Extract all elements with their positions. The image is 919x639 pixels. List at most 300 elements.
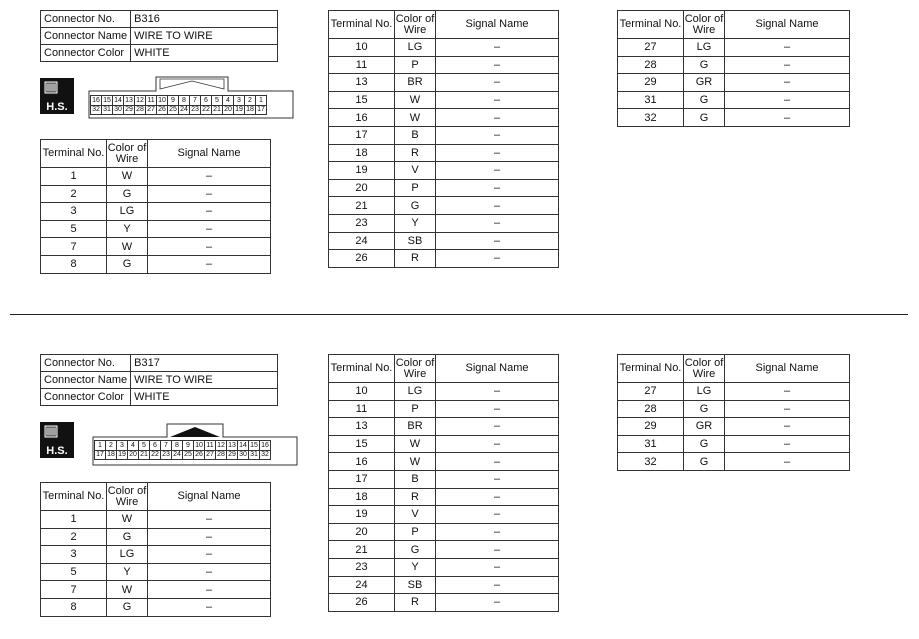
- terminal-table-2-b316: [328, 10, 559, 268]
- pin-cell: 19: [118, 451, 126, 459]
- pin-cell: 12: [217, 441, 225, 449]
- signal-name: –: [436, 197, 559, 215]
- wire-color: W: [395, 109, 436, 127]
- terminal-row: [329, 56, 559, 74]
- connector-no-label: Connector No.: [41, 11, 131, 28]
- wire-color: Y: [107, 563, 148, 581]
- connector-no-label: Connector No.: [41, 355, 131, 372]
- signal-name: –: [436, 126, 559, 144]
- pin-cell: 1: [256, 96, 267, 106]
- terminal-row: [41, 255, 271, 273]
- signal-name: –: [148, 238, 271, 256]
- terminal-table-2-b317: [328, 354, 559, 612]
- terminal-number: 7: [41, 581, 107, 599]
- pin-cell: 27: [147, 106, 155, 114]
- signal-name: –: [436, 435, 559, 453]
- signal-name: –: [148, 598, 271, 616]
- wire-color: Y: [395, 214, 436, 232]
- connector-name-value: WIRE TO WIRE: [131, 28, 278, 45]
- wire-color: BR: [395, 418, 436, 436]
- connector-color-row: [41, 389, 278, 406]
- pin-cell: 13: [228, 441, 236, 449]
- pin-cell: 15: [103, 96, 111, 104]
- pin-cell: 6: [201, 96, 212, 106]
- pin-cell: 11: [206, 441, 214, 449]
- wire-color: R: [395, 488, 436, 506]
- pin-cell: 32: [92, 106, 100, 114]
- signal-name: –: [725, 400, 850, 418]
- wire-color: W: [395, 453, 436, 471]
- terminal-row: [618, 453, 850, 471]
- wire-color: G: [684, 91, 725, 109]
- pin-cell: 29: [228, 451, 236, 459]
- terminal-number: 19: [329, 506, 395, 524]
- color-header: Color of Wire: [107, 483, 148, 511]
- terminal-row: [329, 506, 559, 524]
- signal-name: –: [436, 232, 559, 250]
- terminal-row: [329, 594, 559, 612]
- wire-color: W: [395, 91, 436, 109]
- wire-color: B: [395, 470, 436, 488]
- signal-header: Signal Name: [148, 483, 271, 511]
- pin-cell: 8: [172, 441, 183, 451]
- terminal-row: [329, 109, 559, 127]
- terminal-number: 8: [41, 598, 107, 616]
- pin-cell: 8: [179, 96, 190, 106]
- connector-color-row: [41, 45, 278, 62]
- pin-cell: 21: [140, 451, 148, 459]
- pin-cell: 7: [161, 441, 172, 451]
- signal-name: –: [725, 435, 850, 453]
- terminal-row: [618, 109, 850, 127]
- connector-name-label: Connector Name: [41, 372, 131, 389]
- terminal-table-1-b317: [40, 482, 271, 617]
- terminal-row: [329, 523, 559, 541]
- wire-color: LG: [684, 383, 725, 401]
- terminal-row: [618, 418, 850, 436]
- pin-cell: 31: [103, 106, 111, 114]
- pin-cell: 9: [168, 96, 179, 106]
- wire-color: V: [395, 506, 436, 524]
- terminal-row: [618, 383, 850, 401]
- pin-cell: 24: [180, 106, 188, 114]
- connector-name-label: Connector Name: [41, 28, 131, 45]
- signal-name: –: [148, 511, 271, 529]
- wire-color: W: [395, 435, 436, 453]
- signal-header: Signal Name: [725, 355, 850, 383]
- signal-name: –: [725, 418, 850, 436]
- wire-color: G: [107, 598, 148, 616]
- terminal-row: [329, 400, 559, 418]
- signal-header: Signal Name: [436, 11, 559, 39]
- signal-name: –: [436, 506, 559, 524]
- wire-color: R: [395, 144, 436, 162]
- terminal-number: 23: [329, 214, 395, 232]
- wire-color: B: [395, 126, 436, 144]
- pin-cell: 25: [184, 451, 192, 459]
- wire-color: G: [684, 56, 725, 74]
- pin-cell: 2: [106, 441, 117, 451]
- terminal-row: [618, 39, 850, 57]
- terminal-row: [329, 453, 559, 471]
- color-header: Color of Wire: [684, 11, 725, 39]
- terminal-number: 24: [329, 576, 395, 594]
- wire-color: G: [107, 528, 148, 546]
- signal-header: Signal Name: [148, 140, 271, 168]
- wire-color: Y: [107, 220, 148, 238]
- signal-name: –: [436, 453, 559, 471]
- wire-color: G: [107, 255, 148, 273]
- pin-cell: 3: [117, 441, 128, 451]
- terminal-row: [41, 168, 271, 186]
- wire-color: LG: [395, 383, 436, 401]
- harness-side-icon: [40, 78, 74, 114]
- section-divider: [10, 314, 908, 315]
- terminal-header: Terminal No.: [329, 11, 395, 39]
- pin-cell: 21: [213, 106, 221, 114]
- pin-cell: 26: [195, 451, 203, 459]
- terminal-row: [41, 203, 271, 221]
- wire-color: R: [395, 250, 436, 268]
- signal-name: –: [436, 558, 559, 576]
- terminal-row: [618, 91, 850, 109]
- terminal-number: 13: [329, 74, 395, 92]
- connector-name-row: [41, 28, 278, 45]
- pin-cell: 26: [158, 106, 166, 114]
- pin-cell: 22: [202, 106, 210, 114]
- wire-color: P: [395, 400, 436, 418]
- pin-cell: 18: [107, 451, 115, 459]
- pin-cell: 22: [151, 451, 159, 459]
- connector-info-table-b316: [40, 10, 278, 62]
- signal-name: –: [148, 546, 271, 564]
- signal-name: –: [436, 56, 559, 74]
- terminal-number: 28: [618, 400, 684, 418]
- terminal-number: 28: [618, 56, 684, 74]
- pin-cell: 23: [162, 451, 170, 459]
- terminal-header: Terminal No.: [329, 355, 395, 383]
- terminal-number: 24: [329, 232, 395, 250]
- terminal-rows: [41, 168, 271, 274]
- signal-name: –: [436, 91, 559, 109]
- terminal-rows: [329, 39, 559, 268]
- pin-cell: 23: [191, 106, 199, 114]
- signal-name: –: [436, 179, 559, 197]
- terminal-number: 31: [618, 91, 684, 109]
- terminal-number: 17: [329, 470, 395, 488]
- terminal-row: [329, 197, 559, 215]
- pin-cell: 16: [261, 441, 269, 449]
- color-header: Color of Wire: [395, 11, 436, 39]
- pin-cell: 13: [125, 96, 133, 104]
- terminal-number: 18: [329, 144, 395, 162]
- terminal-table-1-b316: [40, 139, 271, 274]
- wire-color: W: [107, 168, 148, 186]
- signal-name: –: [725, 383, 850, 401]
- pin-cell: 6: [150, 441, 161, 451]
- wire-color: G: [684, 435, 725, 453]
- terminal-row: [618, 56, 850, 74]
- terminal-row: [329, 383, 559, 401]
- terminal-row: [41, 238, 271, 256]
- signal-name: –: [148, 220, 271, 238]
- signal-name: –: [148, 185, 271, 203]
- terminal-number: 7: [41, 238, 107, 256]
- terminal-row: [41, 581, 271, 599]
- terminal-row: [41, 511, 271, 529]
- terminal-row: [329, 91, 559, 109]
- hs-label: H.S.: [46, 445, 68, 457]
- terminal-table-3-b316: [617, 10, 850, 127]
- signal-name: –: [436, 541, 559, 559]
- connector-color-value: WHITE: [131, 45, 278, 62]
- wire-color: Y: [395, 558, 436, 576]
- wire-color: P: [395, 523, 436, 541]
- wire-color: G: [684, 400, 725, 418]
- connector-name-value: WIRE TO WIRE: [131, 372, 278, 389]
- terminal-row: [329, 214, 559, 232]
- connector-color-value: WHITE: [131, 389, 278, 406]
- pin-cell: 30: [239, 451, 247, 459]
- signal-name: –: [436, 383, 559, 401]
- terminal-number: 15: [329, 91, 395, 109]
- terminal-number: 20: [329, 179, 395, 197]
- signal-header: Signal Name: [436, 355, 559, 383]
- signal-name: –: [436, 488, 559, 506]
- signal-name: –: [725, 56, 850, 74]
- terminal-number: 16: [329, 453, 395, 471]
- terminal-rows: [41, 511, 271, 617]
- signal-name: –: [725, 91, 850, 109]
- connector-info-table-b317: [40, 354, 278, 406]
- connector-no-value: B316: [131, 11, 278, 28]
- signal-name: –: [436, 144, 559, 162]
- signal-name: –: [725, 74, 850, 92]
- wire-color: BR: [395, 74, 436, 92]
- pin-cell: 10: [158, 96, 166, 104]
- pin-cell: 32: [261, 451, 269, 459]
- terminal-table-3-b317: [617, 354, 850, 471]
- pin-cell: 10: [195, 441, 203, 449]
- terminal-number: 18: [329, 488, 395, 506]
- wire-color: LG: [395, 39, 436, 57]
- terminal-row: [41, 185, 271, 203]
- connector-color-label: Connector Color: [41, 45, 131, 62]
- terminal-number: 11: [329, 56, 395, 74]
- pin-cell: 18: [246, 106, 254, 114]
- terminal-number: 13: [329, 418, 395, 436]
- terminal-number: 27: [618, 39, 684, 57]
- pin-cell: 28: [136, 106, 144, 114]
- signal-name: –: [436, 576, 559, 594]
- wire-color: LG: [684, 39, 725, 57]
- pin-cell: 4: [128, 441, 139, 451]
- wire-color: GR: [684, 418, 725, 436]
- wire-color: SB: [395, 232, 436, 250]
- pin-cell: 5: [139, 441, 150, 451]
- wire-color: LG: [107, 546, 148, 564]
- terminal-number: 1: [41, 168, 107, 186]
- terminal-row: [329, 74, 559, 92]
- pin-cell: 24: [173, 451, 181, 459]
- pin-cell: 30: [114, 106, 122, 114]
- signal-name: –: [436, 523, 559, 541]
- signal-name: –: [148, 255, 271, 273]
- pin-cell: 2: [245, 96, 256, 106]
- terminal-rows: [329, 383, 559, 612]
- pin-cell: 17: [96, 451, 104, 459]
- connector-name-row: [41, 372, 278, 389]
- signal-name: –: [725, 39, 850, 57]
- terminal-number: 2: [41, 185, 107, 203]
- wire-color: V: [395, 162, 436, 180]
- terminal-row: [329, 418, 559, 436]
- pin-cell: 29: [125, 106, 133, 114]
- wire-color: G: [107, 185, 148, 203]
- pin-cell: 17: [257, 106, 265, 114]
- terminal-number: 3: [41, 203, 107, 221]
- terminal-row: [618, 74, 850, 92]
- signal-name: –: [436, 250, 559, 268]
- wire-color: P: [395, 179, 436, 197]
- terminal-number: 15: [329, 435, 395, 453]
- connector-color-label: Connector Color: [41, 389, 131, 406]
- pin-cell: 5: [212, 96, 223, 106]
- signal-name: –: [148, 581, 271, 599]
- terminal-number: 26: [329, 250, 395, 268]
- pin-cell: 20: [129, 451, 137, 459]
- terminal-number: 31: [618, 435, 684, 453]
- terminal-row: [41, 546, 271, 564]
- terminal-number: 29: [618, 418, 684, 436]
- terminal-number: 3: [41, 546, 107, 564]
- wire-color: GR: [684, 74, 725, 92]
- terminal-number: 16: [329, 109, 395, 127]
- terminal-row: [329, 558, 559, 576]
- terminal-rows: [618, 39, 850, 127]
- terminal-row: [618, 435, 850, 453]
- signal-name: –: [436, 594, 559, 612]
- connector-no-value: B317: [131, 355, 278, 372]
- terminal-number: 32: [618, 453, 684, 471]
- terminal-number: 11: [329, 400, 395, 418]
- terminal-header: Terminal No.: [41, 483, 107, 511]
- terminal-row: [329, 232, 559, 250]
- terminal-row: [329, 144, 559, 162]
- wire-color: R: [395, 594, 436, 612]
- pin-grid-b317: [94, 440, 271, 460]
- wire-color: LG: [107, 203, 148, 221]
- terminal-number: 21: [329, 541, 395, 559]
- pin-cell: 15: [250, 441, 258, 449]
- signal-name: –: [148, 168, 271, 186]
- signal-name: –: [436, 418, 559, 436]
- pin-cell: 1: [95, 441, 106, 451]
- wire-color: G: [684, 453, 725, 471]
- signal-name: –: [436, 470, 559, 488]
- terminal-number: 20: [329, 523, 395, 541]
- pin-cell: 12: [136, 96, 144, 104]
- signal-name: –: [436, 162, 559, 180]
- harness-side-icon: [40, 422, 74, 458]
- terminal-row: [41, 220, 271, 238]
- pin-cell: 19: [235, 106, 243, 114]
- signal-name: –: [725, 453, 850, 471]
- signal-name: –: [148, 528, 271, 546]
- pin-grid-b316: [90, 95, 267, 115]
- pin-cell: 11: [147, 96, 155, 104]
- terminal-number: 29: [618, 74, 684, 92]
- terminal-number: 32: [618, 109, 684, 127]
- terminal-number: 19: [329, 162, 395, 180]
- hs-label: H.S.: [46, 101, 68, 113]
- pin-cell: 3: [234, 96, 245, 106]
- pin-cell: 20: [224, 106, 232, 114]
- terminal-row: [329, 250, 559, 268]
- wire-color: G: [684, 109, 725, 127]
- wire-color: G: [395, 541, 436, 559]
- signal-name: –: [436, 214, 559, 232]
- terminal-number: 23: [329, 558, 395, 576]
- terminal-row: [41, 563, 271, 581]
- terminal-number: 26: [329, 594, 395, 612]
- terminal-row: [329, 576, 559, 594]
- signal-name: –: [436, 39, 559, 57]
- connector-no-row: [41, 11, 278, 28]
- color-header: Color of Wire: [107, 140, 148, 168]
- terminal-rows: [618, 383, 850, 471]
- pin-row-upper: [91, 96, 267, 106]
- terminal-number: 27: [618, 383, 684, 401]
- terminal-number: 10: [329, 39, 395, 57]
- pin-cell: 9: [183, 441, 194, 451]
- pin-cell: 7: [190, 96, 201, 106]
- pin-cell: 4: [223, 96, 234, 106]
- terminal-header: Terminal No.: [618, 11, 684, 39]
- wire-color: W: [107, 238, 148, 256]
- terminal-header: Terminal No.: [41, 140, 107, 168]
- terminal-number: 1: [41, 511, 107, 529]
- pin-row-lower: [91, 105, 267, 115]
- color-header: Color of Wire: [684, 355, 725, 383]
- pin-cell: 14: [114, 96, 122, 104]
- wire-color: W: [107, 511, 148, 529]
- terminal-number: 8: [41, 255, 107, 273]
- terminal-number: 5: [41, 220, 107, 238]
- terminal-row: [329, 470, 559, 488]
- terminal-row: [329, 488, 559, 506]
- terminal-header: Terminal No.: [618, 355, 684, 383]
- pin-cell: 16: [92, 96, 100, 104]
- terminal-row: [41, 528, 271, 546]
- pin-row-lower: [95, 450, 271, 460]
- terminal-number: 17: [329, 126, 395, 144]
- terminal-row: [618, 400, 850, 418]
- wire-color: P: [395, 56, 436, 74]
- connector-no-row: [41, 355, 278, 372]
- pin-cell: 31: [250, 451, 258, 459]
- terminal-row: [329, 39, 559, 57]
- wire-color: SB: [395, 576, 436, 594]
- signal-name: –: [436, 109, 559, 127]
- terminal-row: [329, 179, 559, 197]
- wire-color: G: [395, 197, 436, 215]
- signal-header: Signal Name: [725, 11, 850, 39]
- terminal-row: [329, 162, 559, 180]
- signal-name: –: [725, 109, 850, 127]
- signal-name: –: [436, 74, 559, 92]
- signal-name: –: [148, 203, 271, 221]
